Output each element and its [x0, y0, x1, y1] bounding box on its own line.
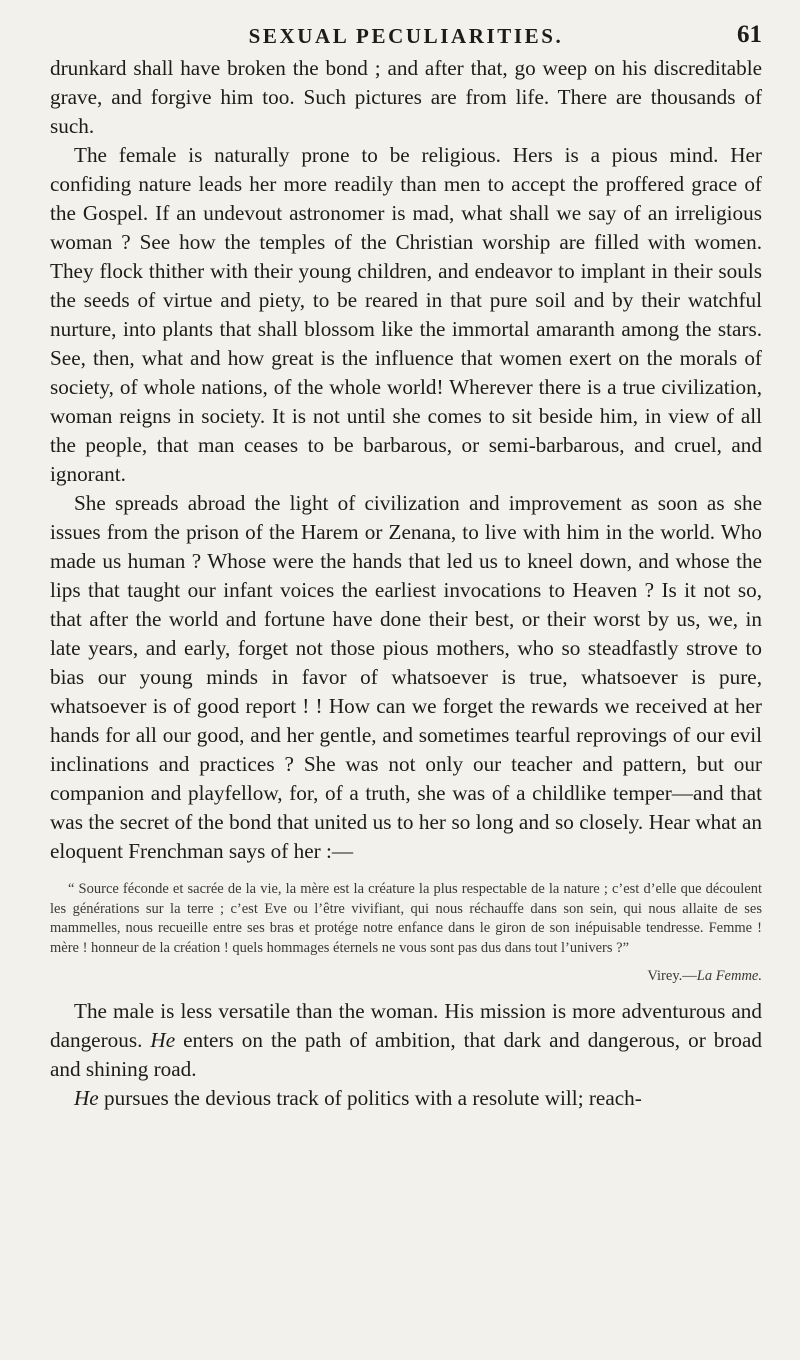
paragraph-politics [50, 1084, 762, 1113]
text-run: enters on the path of ambition, that dark and dangerous, or broad and shining road. [50, 1028, 763, 1081]
page-number: 61 [737, 21, 762, 48]
body-text [50, 54, 762, 1113]
quote-attribution [50, 968, 762, 985]
emphasis-he: He [150, 1028, 176, 1052]
paragraph-civilization: She spreads abroad the light of civilization and improvement as soon as she issues from the prison of the Harem or Zenana, to live with him in the world. Who made us human ? Whose were the hands that led us to kneel down, and whose the lips that taught our infant voices the earliest invocations to Heaven ? Is it not so, that after the world and fortune have done their best, or their worst by us, we, in late years, and early, forget not those pious mothers, who so steadfastly strove to bias our young minds in favor of whatsoever is true, whatsoever is pure, whatsoever is of good report ! ! How can we forget the rewards we received at her hands for all our good, and her gentle, and sometimes tearful reprovings of our evil inclinations and practices ? She was not only our teacher and pattern, but our companion and playfellow, for, of a truth, she was of a childlike temper—and that was the secret of the bond that united us to her so long and so closely. Hear what an eloquent Frenchman says of her :— [50, 491, 762, 863]
paragraph-religious-nature: The female is naturally prone to be religious. Hers is a pious mind. Her confiding nature leads her more readily than men to accept the proffered grace of the Gospel. If an undevout astronomer is mad, what shall we say of an irreligious woman ? See how the temples of the Christian worship are filled with women. They flock thither with their young children, and endeavor to implant in their souls the seeds of virtue and piety, to be reared in that pure soil and by their watchful nurture, into plants that shall blossom like the immortal amaranth among the stars. See, then, what and how great is the influence that women exert on the morals of society, of whole nations, of the whole world! Wherever there is a true civilization, woman reigns in society. It is not until she comes to sit beside him, in view of all the people, that man ceases to be barbarous, or semi-barbarous, and cruel, and ignorant. [50, 143, 762, 486]
quote-text: “ Source féconde et sacrée de la vie, la mère est la créature la plus respectable de la nature ; c’est d’elle que découlent les générations sur la terre ; c’est Eve ou l’être vivifiant, qui nous réchauffe dans son sein, qui nous allaite de ses mammelles, nous recueille entre ses bras et protége notre enfance dans le giron de son inépuisable tendresse. Femme ! mère ! honneur de la création ! quels hommages éternels ne vous sont pas dus dans tout l’univers ?” [50, 881, 762, 956]
paragraph-male-mission [50, 997, 762, 1084]
text-run: pursues the devious track of politics with a resolute will; reach- [98, 1086, 642, 1110]
block-quote [50, 880, 762, 985]
quote-author: Virey. [647, 968, 683, 984]
paragraph-continuation: drunkard shall have broken the bond ; and after that, go weep on his discreditable grave, and forgive him too. Such pictures are from life. There are thousands of such. [50, 56, 762, 138]
quote-separator: — [682, 968, 697, 984]
text-run: The male is less versatile than the woman. His mission is more adventurous and dangerous. [50, 999, 762, 1052]
quote-work: La Femme. [696, 968, 762, 984]
emphasis-he: He [74, 1086, 99, 1110]
page-header [50, 14, 762, 54]
running-title: SEXUAL PECULIARITIES. [248, 24, 564, 48]
